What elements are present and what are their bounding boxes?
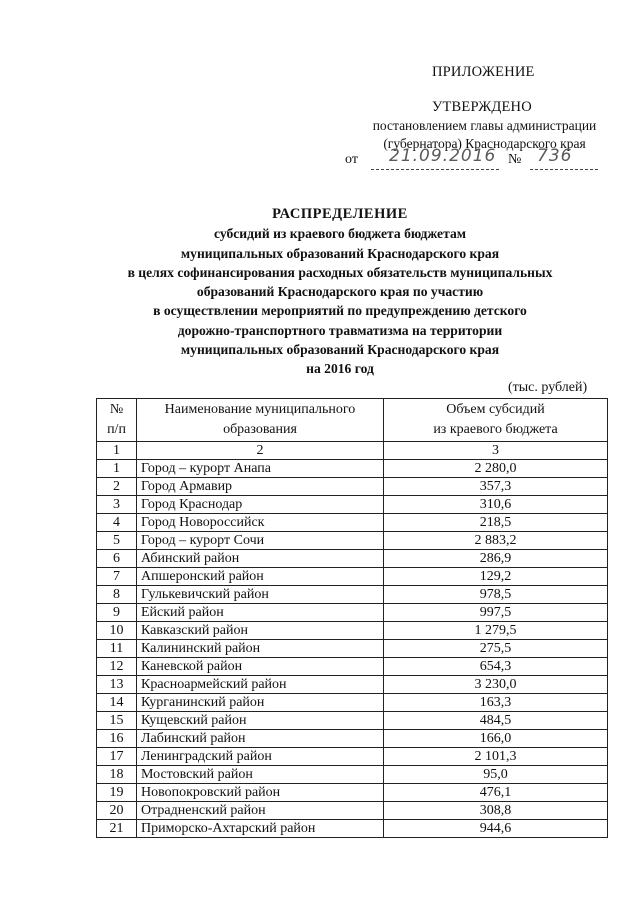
row-name: Курганинский район [137, 694, 384, 712]
appendix-label: ПРИЛОЖЕНИЕ [432, 64, 535, 80]
title-line-6: дорожно-транспортного травматизма на территории [177, 322, 503, 338]
row-number: 9 [97, 604, 137, 622]
table-row [97, 622, 608, 640]
row-name: Город Армавир [137, 478, 384, 496]
handwritten-date: 21.09.2016 [389, 146, 497, 166]
row-name: Город – курорт Сочи [137, 532, 384, 550]
table-row [97, 514, 608, 532]
row-value: 286,9 [384, 550, 608, 568]
row-name: Кавказский район [137, 622, 384, 640]
table-row [97, 532, 608, 550]
row-number: 13 [97, 676, 137, 694]
row-name: Абинский район [137, 550, 384, 568]
column-index-row [97, 442, 608, 460]
table-row [97, 604, 608, 622]
row-value: 978,5 [384, 586, 608, 604]
row-number: 3 [97, 496, 137, 514]
table-row [97, 550, 608, 568]
header-number-line-1: № [109, 402, 124, 417]
row-value: 944,6 [384, 820, 608, 838]
row-name: Мостовский район [137, 766, 384, 784]
table-row [97, 586, 608, 604]
row-name: Город – курорт Анапа [137, 460, 384, 478]
row-name: Приморско-Ахтарский район [137, 820, 384, 838]
handwritten-number: 736 [537, 146, 573, 166]
row-value: 484,5 [384, 712, 608, 730]
row-value: 997,5 [384, 604, 608, 622]
row-number: 2 [97, 478, 137, 496]
resolution-line-1: постановлением главы администрации [372, 118, 597, 133]
row-name: Красноармейский район [137, 676, 384, 694]
row-name: Лабинский район [137, 730, 384, 748]
row-number: 17 [97, 748, 137, 766]
row-number: 18 [97, 766, 137, 784]
header-number-line-2: п/п [107, 422, 126, 437]
table-row [97, 460, 608, 478]
row-number: 4 [97, 514, 137, 532]
approved-label: УТВЕРЖДЕНО [432, 99, 532, 115]
title-line-3: в целях софинансирования расходных обязательств муниципальных [127, 264, 553, 280]
document-title [60, 205, 620, 379]
date-number-line [345, 146, 605, 174]
table-row [97, 658, 608, 676]
title-line-8: на 2016 год [306, 361, 374, 377]
row-number: 19 [97, 784, 137, 802]
row-value: 310,6 [384, 496, 608, 514]
row-number: 5 [97, 532, 137, 550]
row-value: 1 279,5 [384, 622, 608, 640]
row-value: 275,5 [384, 640, 608, 658]
row-value: 308,8 [384, 802, 608, 820]
row-value: 218,5 [384, 514, 608, 532]
row-value: 163,3 [384, 694, 608, 712]
row-number: 12 [97, 658, 137, 676]
title-line-2: муниципальных образований Краснодарского края [180, 245, 500, 261]
table-row [97, 730, 608, 748]
table-row [97, 820, 608, 838]
row-name: Гулькевичский район [137, 586, 384, 604]
row-name: Калининский район [137, 640, 384, 658]
row-number: 20 [97, 802, 137, 820]
title-line-1: субсидий из краевого бюджета бюджетам [214, 226, 466, 242]
table-row [97, 784, 608, 802]
table-row [97, 640, 608, 658]
row-name: Город Новороссийск [137, 514, 384, 532]
table-row [97, 478, 608, 496]
column-index: 1 [97, 442, 137, 460]
row-name: Ейский район [137, 604, 384, 622]
header-volume-line-2: из краевого бюджета [433, 422, 558, 437]
header-number [97, 399, 137, 442]
row-value: 3 230,0 [384, 676, 608, 694]
number-prefix: № [508, 152, 522, 167]
date-underline [371, 169, 499, 170]
row-value: 166,0 [384, 730, 608, 748]
row-number: 11 [97, 640, 137, 658]
row-value: 129,2 [384, 568, 608, 586]
title-line-4: образований Краснодарского края по участию [196, 284, 484, 300]
row-name: Новопокровский район [137, 784, 384, 802]
number-underline [530, 169, 598, 170]
row-number: 7 [97, 568, 137, 586]
title-line-5: в осуществлении мероприятий по предупреждению детского [153, 303, 527, 319]
row-number: 15 [97, 712, 137, 730]
row-name: Апшеронский район [137, 568, 384, 586]
header-volume-line-1: Объем субсидий [446, 402, 545, 417]
title-heading: РАСПРЕДЕЛЕНИЕ [272, 206, 408, 222]
subsidy-table [96, 398, 608, 838]
table-row [97, 712, 608, 730]
table-row [97, 694, 608, 712]
row-number: 8 [97, 586, 137, 604]
column-index: 3 [384, 442, 608, 460]
date-prefix: от [345, 152, 358, 167]
table-row [97, 568, 608, 586]
row-value: 2 101,3 [384, 748, 608, 766]
row-value: 95,0 [384, 766, 608, 784]
title-line-7: муниципальных образований Краснодарского края [180, 342, 500, 358]
row-number: 1 [97, 460, 137, 478]
header-name-line-2: образования [223, 422, 297, 437]
header-name [137, 399, 384, 442]
row-value: 476,1 [384, 784, 608, 802]
column-index: 2 [137, 442, 384, 460]
header-name-line-1: Наименование муниципального [164, 402, 356, 417]
header-volume [384, 399, 608, 442]
row-value: 2 280,0 [384, 460, 608, 478]
units-note: (тыс. рублей) [508, 380, 588, 395]
table-row [97, 766, 608, 784]
table-header-row [97, 399, 608, 442]
table-row [97, 496, 608, 514]
row-number: 6 [97, 550, 137, 568]
row-value: 2 883,2 [384, 532, 608, 550]
row-name: Город Краснодар [137, 496, 384, 514]
table-row [97, 748, 608, 766]
row-name: Кущевский район [137, 712, 384, 730]
row-name: Ленинградский район [137, 748, 384, 766]
row-number: 10 [97, 622, 137, 640]
row-number: 16 [97, 730, 137, 748]
table-row [97, 802, 608, 820]
resolution-line-2: (губернатора) Краснодарского края [383, 136, 586, 151]
row-value: 357,3 [384, 478, 608, 496]
row-name: Отрадненский район [137, 802, 384, 820]
row-number: 21 [97, 820, 137, 838]
row-value: 654,3 [384, 658, 608, 676]
table-row [97, 676, 608, 694]
row-number: 14 [97, 694, 137, 712]
row-name: Каневской район [137, 658, 384, 676]
